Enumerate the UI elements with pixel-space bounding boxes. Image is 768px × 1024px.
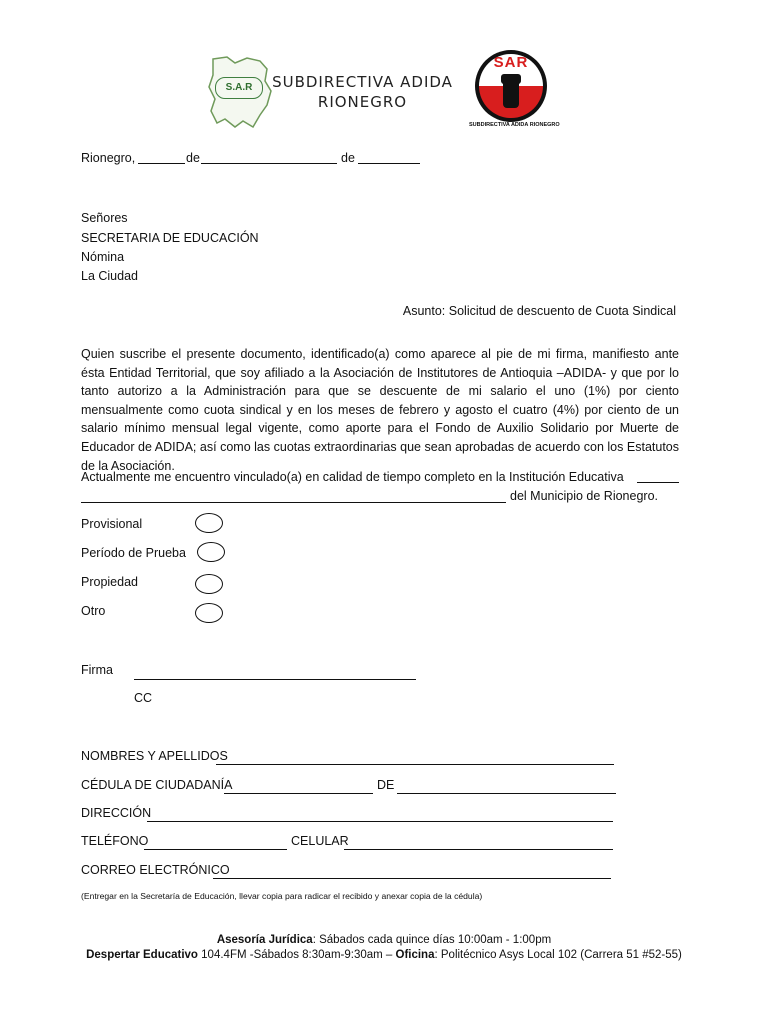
option-propiedad-circle[interactable] <box>195 574 223 594</box>
org-name <box>270 72 455 112</box>
body-paragraph: Quien suscribe el presente documento, identificado(a) como aparece al pie de mi firma, manifiesto ante ésta Entidad Territorial, que soy afiliado a la Asociación de Institutores de Antioquia –ADIDA- y que por lo tanto autorizo a la Administración para que se descuente de mi salario el uno (1%) por ciento mensualmente como cuota sindical y en los meses de febrero y agosto el cuatro (4%) por ciento de un salario mínimo mensual legal vigente, como aporte para el Fondo de Auxilio Solidario por Muerte de Educador de ADIDA; así como las cuotas extraordinarias que sean aprobadas de acuerdo con los Estatutos de la Asociación. <box>81 347 679 473</box>
footer-despertar-text: 104.4FM -Sábados 8:30am-9:30am – <box>197 949 396 961</box>
right-logo <box>469 48 560 132</box>
footer-asesoria-label: Asesoría Jurídica <box>216 934 313 946</box>
footer-oficina-text: : Politécnico Asys Local 102 (Carrera 51 #52-55) <box>434 949 682 961</box>
footer-asesoria-text: : Sábados cada quince días 10:00am - 1:00pm <box>312 934 552 946</box>
firma-label: Firma <box>81 663 113 677</box>
option-provisional-label: Provisional <box>81 517 143 531</box>
addressee-line3: Nómina <box>81 250 125 264</box>
addressee-line2: SECRETARIA DE EDUCACIÓN <box>81 231 259 245</box>
date-day-blank[interactable] <box>138 163 185 164</box>
cedula-de-label: DE <box>377 778 395 792</box>
footer-line1 <box>0 932 768 948</box>
addressee-line1: Señores <box>81 211 128 225</box>
footer-line2 <box>0 947 768 963</box>
direccion-label: DIRECCIÓN <box>81 806 152 820</box>
cc-label: CC <box>134 691 153 705</box>
date-de2: de <box>341 151 355 165</box>
correo-blank[interactable] <box>213 878 611 879</box>
celular-blank[interactable] <box>344 849 613 850</box>
institucion-blank-1[interactable] <box>637 482 679 483</box>
correo-label: CORREO ELECTRÓNICO <box>81 863 230 877</box>
date-de1: de <box>186 151 200 165</box>
nombres-blank[interactable] <box>216 764 614 765</box>
option-periodo-circle[interactable] <box>197 542 225 562</box>
option-propiedad-label: Propiedad <box>81 575 138 589</box>
vinculo-line1: Actualmente me encuentro vinculado(a) en calidad de tiempo completo en la Institución Educativa <box>81 470 624 484</box>
footer-despertar-label: Despertar Educativo <box>86 949 198 961</box>
cedula-blank[interactable] <box>224 793 373 794</box>
addressee-line4: La Ciudad <box>81 269 138 283</box>
subject-line: Asunto: Solicitud de descuento de Cuota Sindical <box>402 304 676 318</box>
telefono-label: TELÉFONO <box>81 834 149 848</box>
cedula-de-blank[interactable] <box>397 793 616 794</box>
vinculo-line2-end: del Municipio de Rionegro. <box>510 489 659 503</box>
sar-badge: S.A.R <box>215 77 263 99</box>
delivery-note: (Entregar en la Secretaría de Educación, llevar copia para radicar el recibido y anexar copia de la cédula) <box>81 891 483 901</box>
date-city: Rionegro, <box>81 151 136 165</box>
firma-blank[interactable] <box>134 679 416 680</box>
nombres-label: NOMBRES Y APELLIDOS <box>81 749 228 763</box>
telefono-blank[interactable] <box>144 849 287 850</box>
option-provisional-circle[interactable] <box>195 513 223 533</box>
footer-oficina-label: Oficina <box>395 949 435 961</box>
emblem-sar-text: SAR <box>493 54 529 71</box>
direccion-blank[interactable] <box>147 821 613 822</box>
option-periodo-label: Período de Prueba <box>81 546 186 560</box>
emblem-ring-text: SUBDIRECTIVA ADIDA RIONEGRO <box>469 122 560 128</box>
option-otro-label: Otro <box>81 604 106 618</box>
org-name-line2: RIONEGRO <box>317 93 408 111</box>
cedula-label: CÉDULA DE CIUDADANÍA <box>81 778 233 792</box>
org-name-line1: SUBDIRECTIVA ADIDA <box>272 73 453 91</box>
date-month-blank[interactable] <box>201 163 337 164</box>
date-year-blank[interactable] <box>358 163 420 164</box>
left-logo <box>205 55 275 130</box>
institucion-blank-2[interactable] <box>81 502 506 503</box>
option-otro-circle[interactable] <box>195 603 223 623</box>
celular-label: CELULAR <box>291 834 349 848</box>
